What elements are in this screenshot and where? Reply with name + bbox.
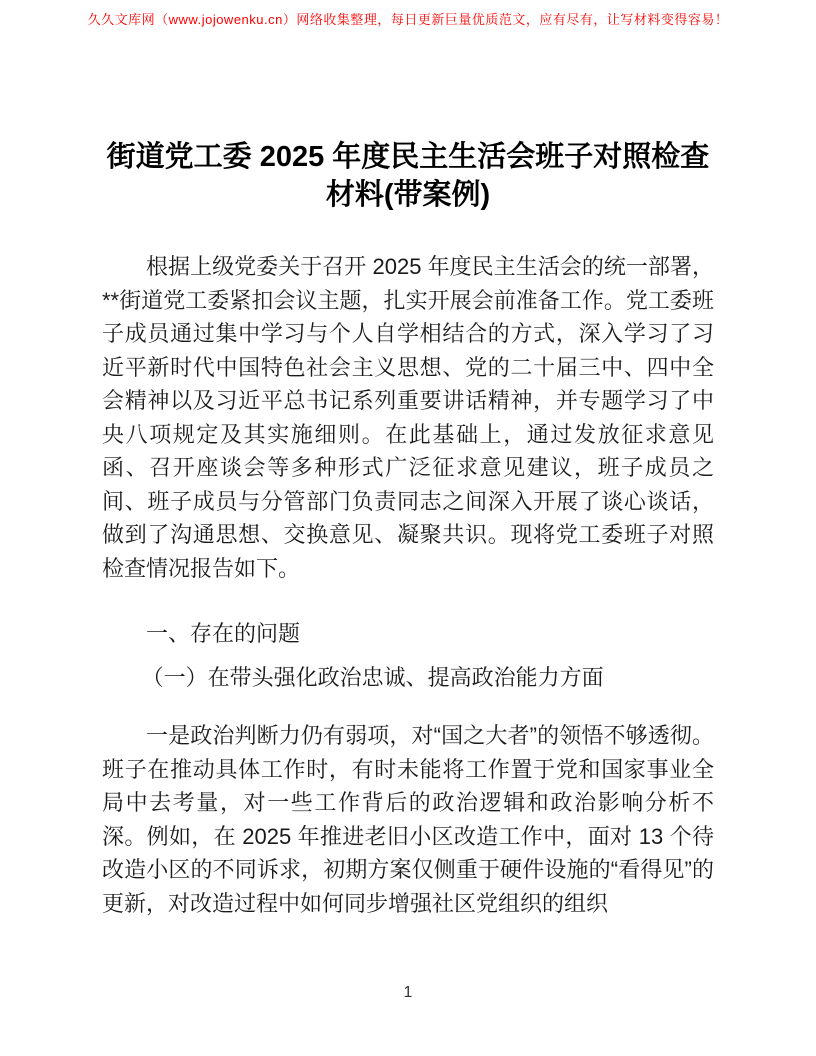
watermark-header: 久久文库网（www.jojowenku.cn）网络收集整理，每日更新巨量优质范文，应有尽有，让写材料变得容易！ <box>87 12 729 27</box>
document-content <box>102 0 714 920</box>
body-paragraph-political-judgment: 一是政治判断力仍有弱项，对“国之大者”的领悟不够透彻。班子在推动具体工作时，有时未能将工作置于党和国家事业全局中去考量，对一些工作背后的政治逻辑和政治影响分析不深。例如，在 2025 年推进老旧小区改造工作中，面对 13 个待改造小区的不同诉求，初期方案仅侧重于硬件设施的“看得见”的更新，对改造过程中如何同步增强社区党组织的组织 <box>102 723 714 916</box>
page-number: 1 <box>403 984 413 1001</box>
section-heading-problems: 一、存在的问题 <box>146 621 301 646</box>
intro-paragraph: 根据上级党委关于召开 2025 年度民主生活会的统一部署，**街道党工委紧扣会议主题，扎实开展会前准备工作。党工委班子成员通过集中学习与个人自学相结合的方式，深入学习了习近平新时代中国特色社会主义思想、党的二十届三中、四中全会精神以及习近平总书记系列重要讲话精神，并专题学习了中央八项规定及其实施细则。在此基础上，通过发放征求意见函、召开座谈会等多种形式广泛征求意见建议，班子成员之间、班子成员与分管部门负责同志之间深入开展了谈心谈话，做到了沟通思想、交换意见、凝聚共识。现将党工委班子对照检查情况报告如下。 <box>102 254 714 581</box>
document-title: 街道党工委 2025 年度民主生活会班子对照检查材料(带案例) <box>106 141 710 211</box>
subsection-heading-political-loyalty: （一）在带头强化政治忠诚、提高政治能力方面 <box>141 664 604 690</box>
